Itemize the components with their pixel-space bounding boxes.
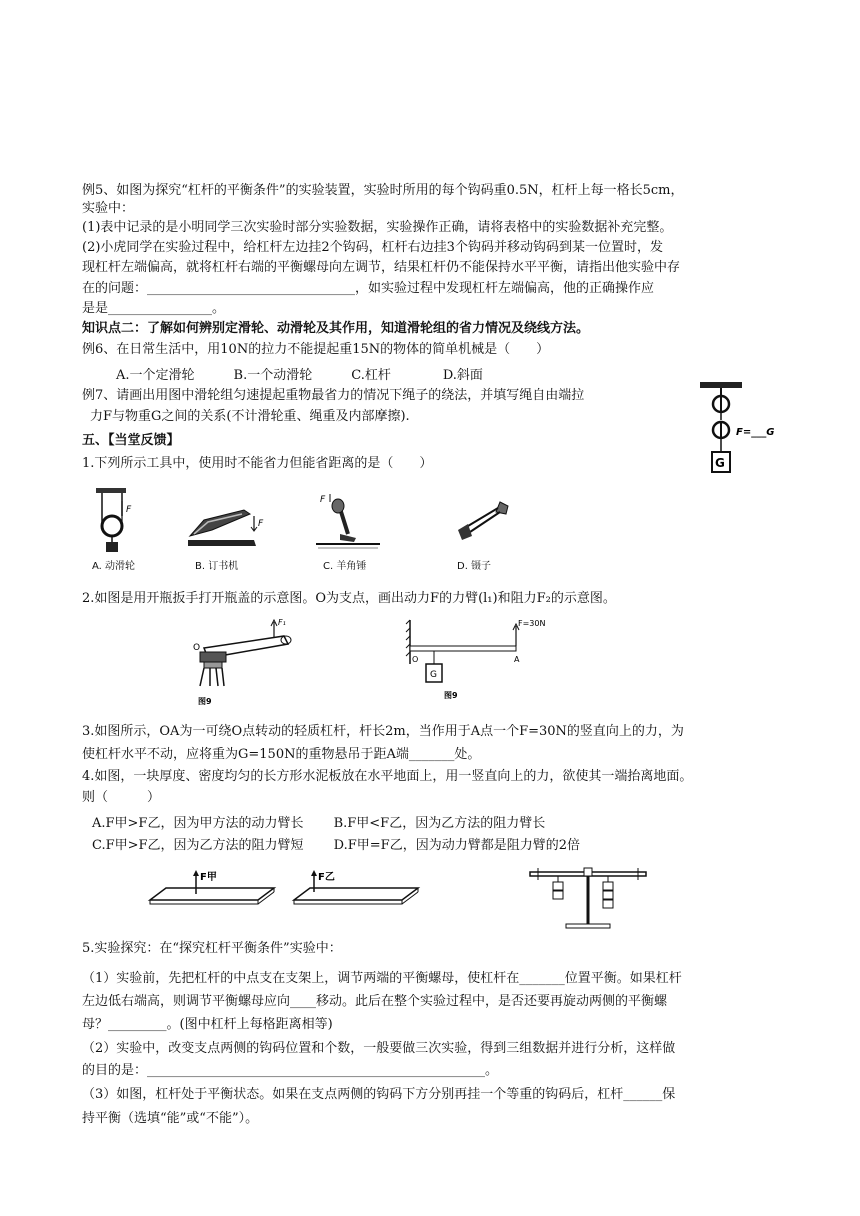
slab-jia-force: F甲 <box>200 872 217 883</box>
opener-pivot: O <box>193 643 201 653</box>
pulley-system-figure <box>698 380 788 480</box>
example5-line1: 例5、如图为探究“杠杆的平衡条件”的实验装置，实验时所用的每个钩码重0.5N，杠杆上每一格长5cm， <box>82 183 684 198</box>
q5-part2-line2: 的目的是：____________________________________________________。 <box>82 1063 499 1078</box>
q1-text: 1.下列所示工具中，使用时不能省力但能省距离的是（ ） <box>82 456 433 471</box>
knowledge-point-2: 知识点二：了解如何辨别定滑轮、动滑轮及其作用，知道滑轮组的省力情况及绕线方法。 <box>82 321 590 336</box>
claw-hammer-figure <box>316 492 382 552</box>
q5-part3-line1: （3）如图，杠杆处于平衡状态。如果在支点两侧的钩码下方分别再挂一个等重的钩码后，杠杆______保 <box>82 1087 676 1102</box>
q3-line1: 3.如图所示，OA为一可绕O点转动的轻质杠杆，杆长2m，当作用于A点一个F=30N的竖直向上的力，为 <box>82 724 684 739</box>
q4-options-cd: C.F甲>F乙，因为乙方法的阻力臂短 D.F甲=F乙，因为动力臂都是阻力臂的2倍 <box>92 838 580 853</box>
example5-line2: 实验中： <box>82 201 135 216</box>
lever-end: A <box>514 655 520 664</box>
lever-weight: G <box>430 670 437 680</box>
tool-b-force: F <box>258 519 264 529</box>
q4-line1: 4.如图，一块厚度、密度均匀的长方形水泥板放在水平地面上，用一竖直向上的力，欲使其一端抬离地面。 <box>82 769 693 784</box>
example6-options: A.一个定滑轮 B.一个动滑轮 C.杠杆 D.斜面 <box>116 368 483 383</box>
slab-jia-figure <box>148 866 278 906</box>
example5-q2-line3: 在的问题：________________________________，如实验过程中发现杠杆左端偏高，他的正确操作应 <box>82 281 655 296</box>
q3-line2: 使杠杆水平不动，应将重为G=150N的重物悬吊于距A端_______处。 <box>82 747 481 762</box>
slab-yi-force: F乙 <box>318 872 335 883</box>
lever-pivot: O <box>412 655 419 664</box>
example5-q2-line2: 现杠杆左端偏高，就将杠杆右端的平衡螺母向左调节，结果杠杆仍不能保持水平平衡，请指出他实验中存 <box>82 260 681 275</box>
tweezers-figure <box>450 496 512 546</box>
q4-options-ab: A.F甲>F乙，因为甲方法的动力臂长 B.F甲<F乙，因为乙方法的阻力臂长 <box>92 816 546 831</box>
q2-text: 2.如图是用开瓶扳手打开瓶盖的示意图。O为支点，画出动力F的力臂(l₁)和阻力F₂的示意图。 <box>82 591 616 606</box>
stapler-figure <box>184 500 268 552</box>
opener-caption: 图9 <box>198 697 212 706</box>
opener-force: F₁ <box>278 618 286 627</box>
bottle-opener-figure <box>190 616 300 708</box>
section5-heading: 五、【当堂反馈】 <box>82 433 180 448</box>
q5-heading: 5.实验探究：在“探究杠杆平衡条件”实验中： <box>82 941 342 956</box>
q5-part1-line3: 母？_________。(图中杠杆上每格距离相等) <box>82 1017 333 1032</box>
example5-q2-line4: 是是________________。 <box>82 301 226 316</box>
q4-line2: 则（ ） <box>82 790 161 805</box>
q5-part1-line2: 左边低右端高，则调节平衡螺母应向____移动。此后在整个实验过程中，是否还要再旋动两侧的平衡螺 <box>82 994 668 1009</box>
lever-force: F=30N <box>518 619 546 628</box>
tool-a-force: F <box>126 505 132 515</box>
example5-q2-line1: (2)小虎同学在实验过程中，给杠杆左边挂2个钩码，杠杆右边挂3个钩码并移动钩码到某一位置时，发 <box>82 240 663 255</box>
tool-d-label: D. 镊子 <box>457 561 492 572</box>
slab-yi-figure <box>292 866 422 906</box>
relation-label: F=___G <box>736 427 775 438</box>
q5-part1-line1: （1）实验前，先把杠杆的中点支在支架上，调节两端的平衡螺母，使杠杆在_______位置平衡。如果杠杆 <box>82 971 682 986</box>
lever-oa-figure <box>404 614 546 702</box>
tool-b-label: B. 订书机 <box>195 561 239 572</box>
lever-caption: 图9 <box>444 691 458 700</box>
q5-part3-line2: 持平衡（选填“能”或“不能”）。 <box>82 1111 259 1126</box>
example6-question: 例6、在日常生活中，用10N的拉力不能提起重15N的物体的简单机械是（ ） <box>82 342 550 357</box>
q5-part2-line1: （2）实验中，改变支点两侧的钩码位置和个数，一般要做三次实验，得到三组数据并进行分析，这样做 <box>82 1041 676 1056</box>
example7-line1: 例7、请画出用图中滑轮组匀速提起重物最省力的情况下绳子的绕法，并填写绳自由端拉 <box>82 388 585 403</box>
balance-lever-figure <box>528 858 650 934</box>
tool-c-force: F <box>320 495 326 505</box>
tool-c-label: C. 羊角锤 <box>323 561 367 572</box>
weight-label: G <box>715 456 725 470</box>
example7-line2: 力F与物重G之间的关系(不计滑轮重、绳重及内部摩擦). <box>90 409 410 424</box>
tool-a-label: A. 动滑轮 <box>92 561 136 572</box>
example5-q1: (1)表中记录的是小明同学三次实验时部分实验数据，实验操作正确，请将表格中的实验数据补充完整。 <box>82 220 673 235</box>
